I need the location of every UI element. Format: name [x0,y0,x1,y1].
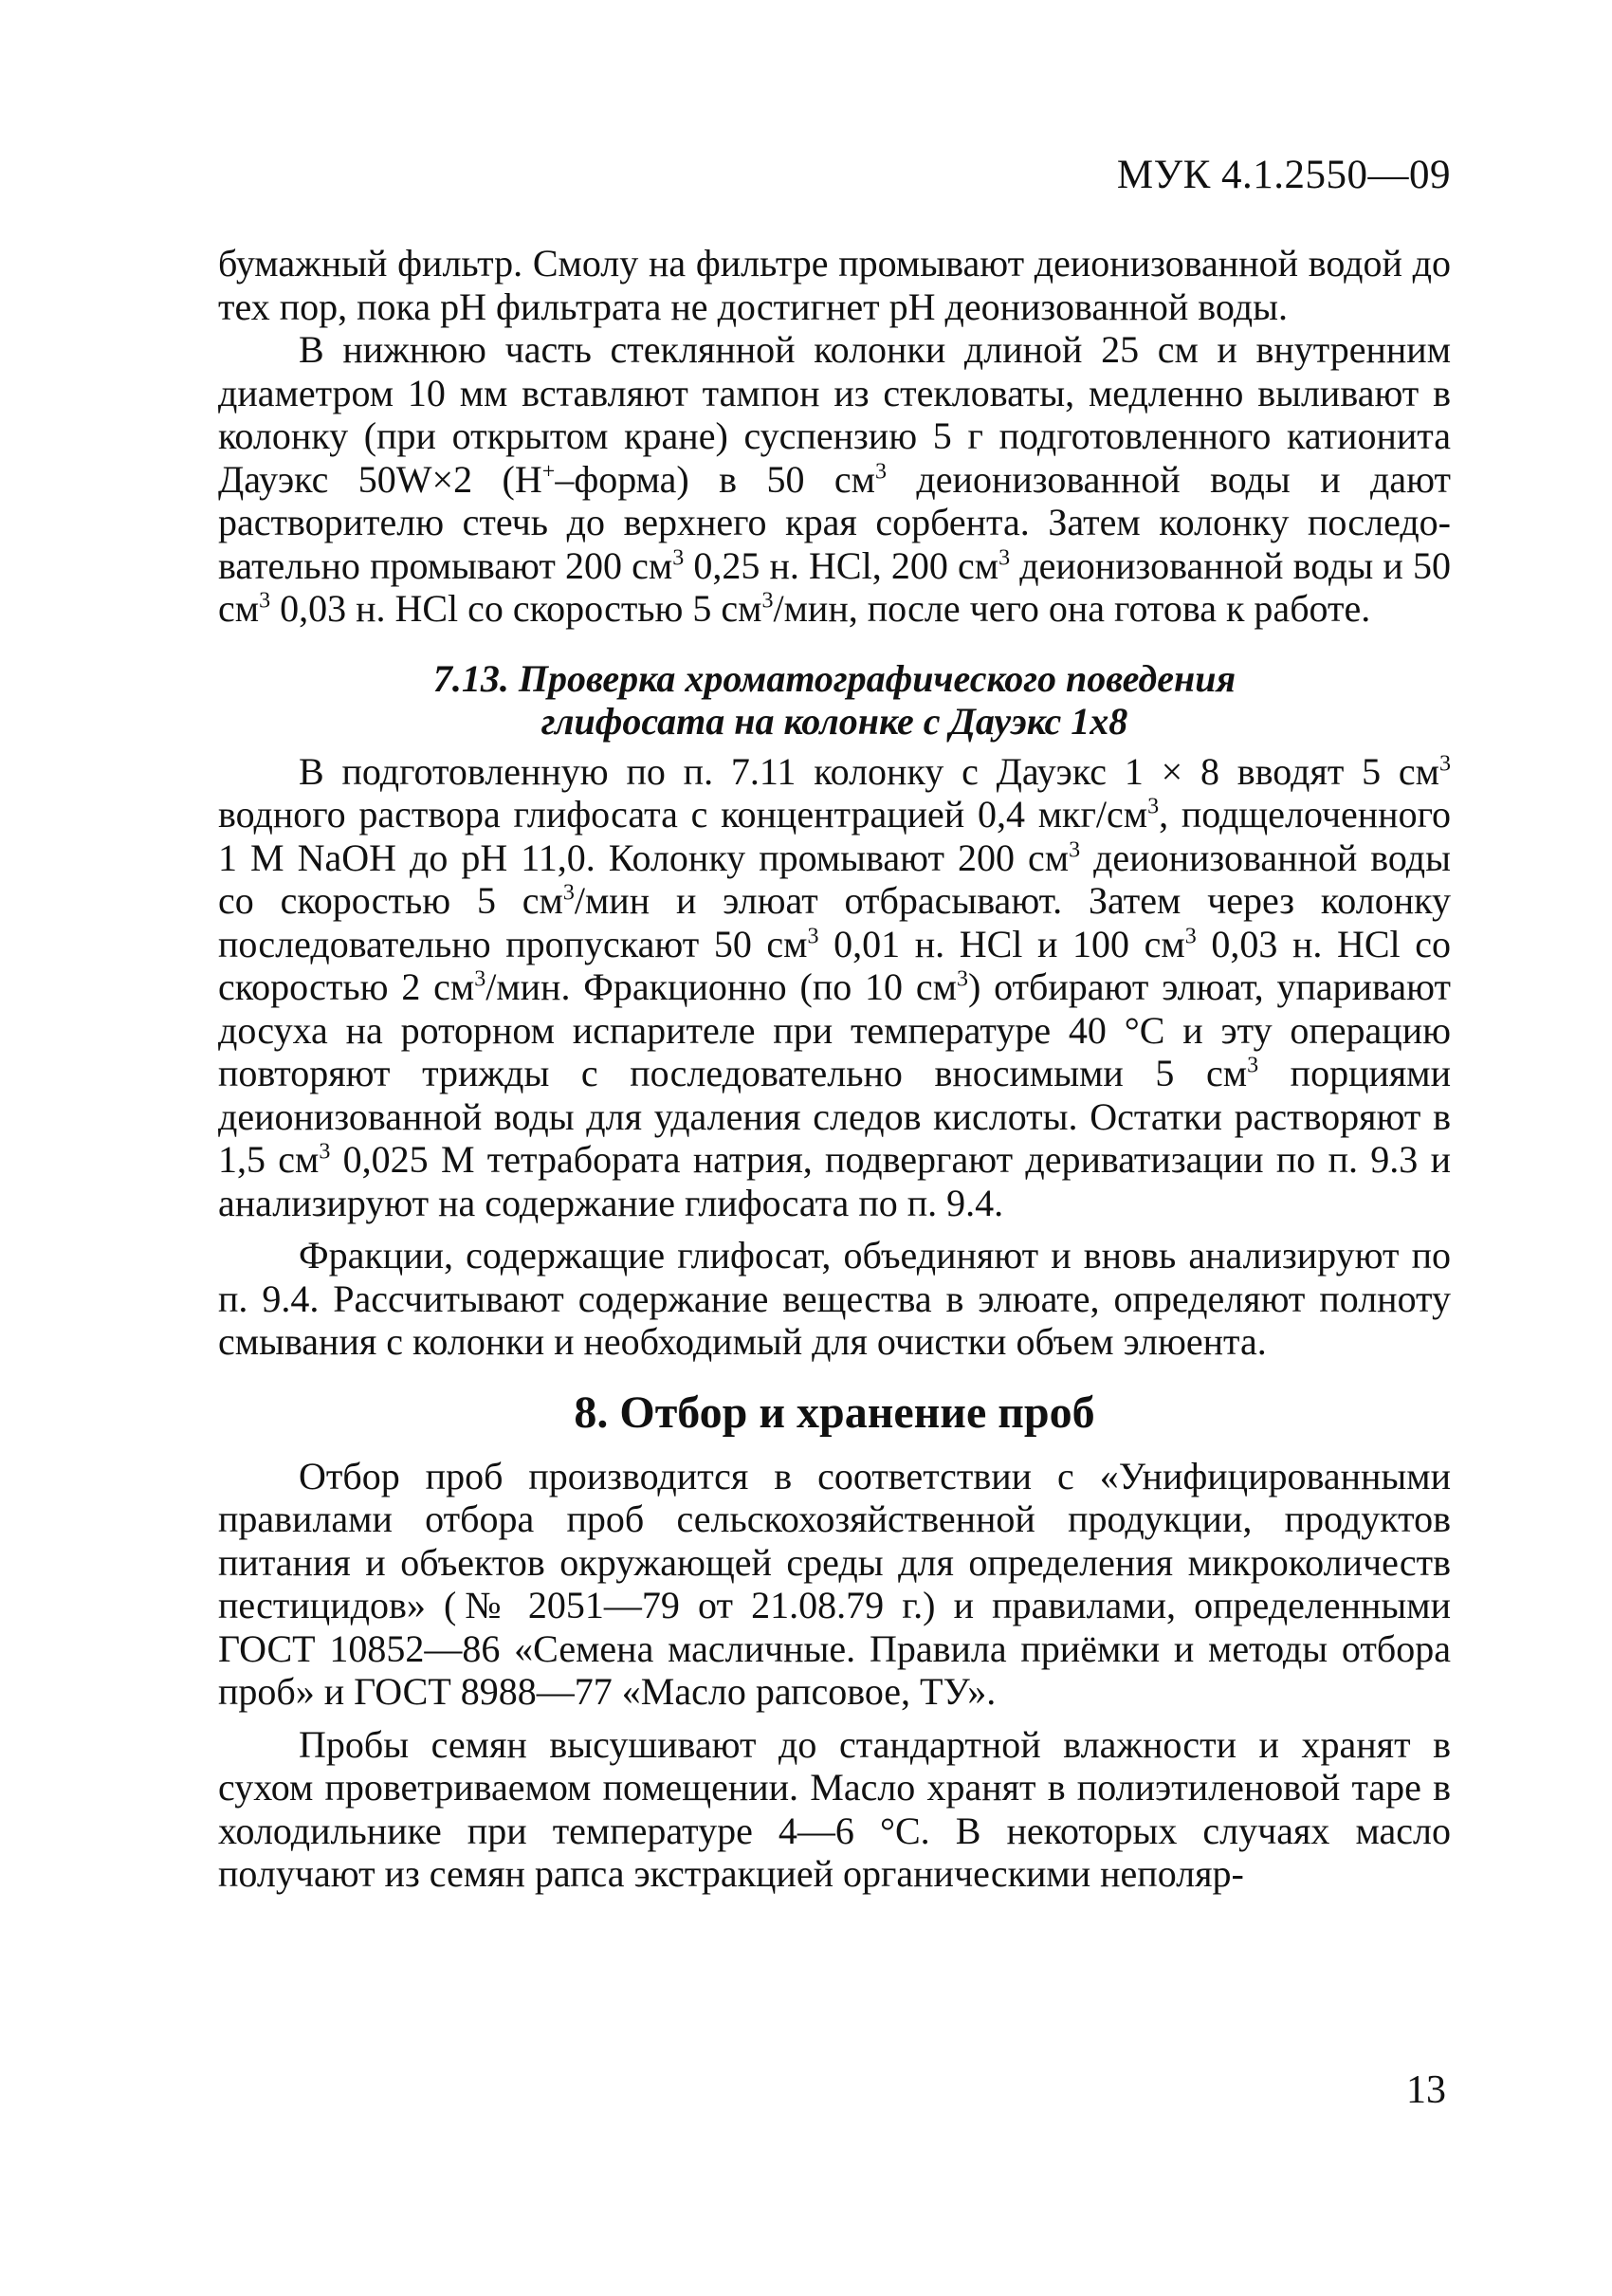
paragraph-storage: Пробы семян высушивают до стандартной влажности и хранят в сухом проветриваемом помещении. Масло хранят в полиэтиленовой таре в холодильнике при температуре 4—6 °С. В некоторых случаях масло получают из семян рапса экстракцией органическими неполяр- [218,1722,1451,1895]
paragraph-chromatography-check: В подготовленную по п. 7.11 колонку с Дауэкс 1 × 8 вводят 5 $см^3$ водного раствора глифосата с концентрацией 0,4 мкг/$см^3$, подщелоченного 1 M NaOH до pH 11,0. Колонку промывают 200 $см^3$ деионизованной воды со скоростью 5 $см^3$/мин и элюат отбрасывают. Затем через колонку последовательно пропускают 50 $см^3$ 0,01 н. HCl и 100 $см^3$ 0,03 н. HCl со скоростью 2 $см^3$/мин. Фракционно (по 10 $см^3$) отбирают элюат, упаривают досуха на роторном испарителе при температуре 40 °С и эту операцию повторяют трижды с последовательно вносимыми 5 $см^3$ порциями деионизованной воды для удаления следов кислоты. Остатки растворяют в 1,5 $см^3$ 0,025 M тетрабората натрия, подвергают дериватизации по п. 9.3 и анализируют на содержание глифосата по п. 9.4. [218,749,1452,1224]
subsection-heading-line-1: 7.13. Проверка хроматографического поведения [432,656,1236,700]
subsection-heading [218,657,1451,743]
page-number: 13 [1406,2068,1446,2112]
subsection-heading-line-2: глифосата на колонке с Дауэкс 1х8 [540,699,1128,743]
document-code-header: МУК 4.1.2550—09 [1116,153,1451,197]
paragraph-sampling: Отбор проб производится в соответствии с «Унифицированными правилами отбора проб сельскохозяйственной продукции, продуктов питания и объектов окружающей среды для определения микроколичеств пестицидов» (№ 2051—79 от 21.08.79 г.) и правилами, определенными ГОСТ 10852—86 «Семена масличные. Правила приёмки и методы отбора проб» и ГОСТ 8988—77 «Масло рапсовое, ТУ». [218,1454,1451,1713]
document-body [218,242,1451,1896]
paragraph-column-preparation: В нижнюю часть стеклянной колонки длиной 25 см и внутренним диаметром 10 мм вставляют тампон из стекловаты, медленно выливают в колонку (при открытом кране) суспензию 5 г подготовленного катионита Дауэкс 50W×2 (H+–форма) в 50 $см^3$ деионизованной воды и дают растворителю стечь до верхнего края сорбента. Затем колонку последовательно промывают 200 $см^3$ 0,25 н. HCl, 200 $см^3$ деионизованной воды и 50 $см^3$ 0,03 н. HCl со скоростью 5 $см^3$/мин, после чего она готова к работе. [218,328,1451,630]
section-heading: 8. Отбор и хранение проб [574,1387,1095,1438]
paragraph-continuation: бумажный фильтр. Смолу на фильтре промывают деионизованной водой до тех пор, пока pH фильтрата не достигнет pH деонизованной воды. [218,242,1451,328]
paragraph-fractions: Фракции, содержащие глифосат, объединяют и вновь анализируют по п. 9.4. Рассчитывают содержание вещества в элюате, определяют полноту смывания с колонки и необходимый для очистки объем элюента. [218,1234,1451,1363]
